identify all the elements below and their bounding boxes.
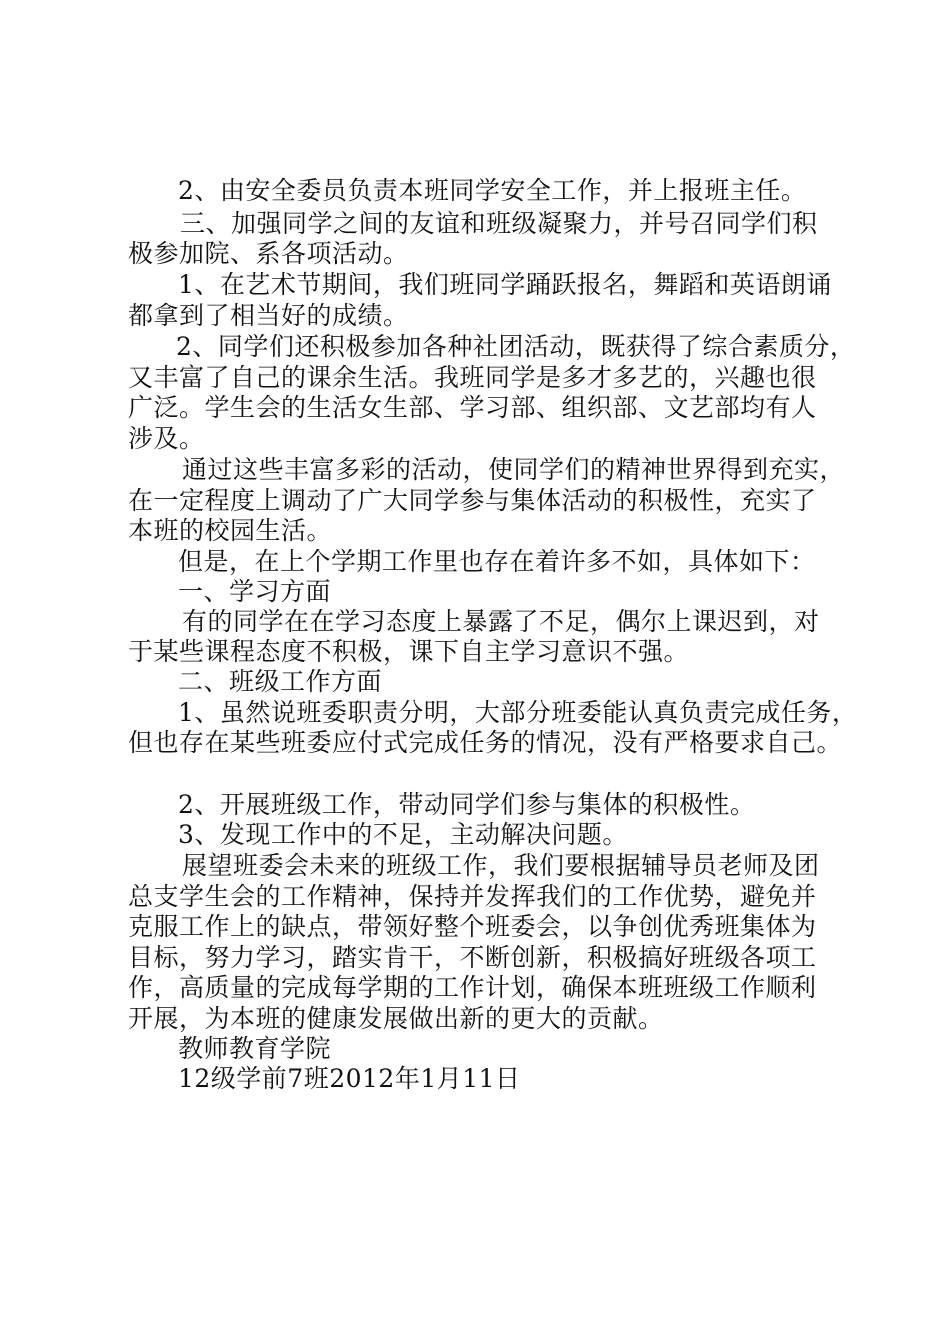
paragraph-line: 2、同学们还积极参加各种社团活动，既获得了综合素质分， (176, 332, 856, 361)
paragraph-line: 总支学生会的工作精神，保持并发挥我们的工作优势，避免并 (128, 882, 817, 911)
paragraph-line: 克服工作上的缺点，带领好整个班委会，以争创优秀班集体为 (128, 912, 817, 941)
paragraph-line: 通过这些丰富多彩的活动，使同学们的精神世界得到充实， (182, 455, 846, 484)
signature-organization: 教师教育学院 (178, 1034, 332, 1063)
paragraph-line: 1、在艺术节期间，我们班同学踊跃报名，舞蹈和英语朗诵 (178, 270, 832, 299)
paragraph-line: 开展，为本班的健康发展做出新的更大的贡献。 (128, 1004, 664, 1033)
paragraph-line: 展望班委会未来的班级工作，我们要根据辅导员老师及团 (182, 851, 820, 880)
paragraph-line: 广泛。学生会的生活女生部、学习部、组织部、文艺部均有人 (128, 393, 817, 422)
paragraph-line: 涉及。 (128, 424, 205, 453)
paragraph-line: 都拿到了相当好的成绩。 (128, 301, 409, 330)
paragraph-line: 极参加院、系各项活动。 (128, 239, 409, 268)
paragraph-line: 2、开展班级工作，带动同学们参与集体的积极性。 (178, 790, 756, 819)
section-heading: 二、班级工作方面 (178, 667, 383, 696)
paragraph-line: 三、加强同学之间的友谊和班级凝聚力，并号召同学们积 (180, 209, 818, 238)
paragraph-line: 于某些课程态度不积极，课下自主学习意识不强。 (128, 637, 690, 666)
paragraph-line: 3、发现工作中的不足，主动解决问题。 (178, 820, 628, 849)
paragraph-line: 又丰富了自己的课余生活。我班同学是多才多艺的，兴趣也很 (128, 363, 817, 392)
paragraph-line: 但是，在上个学期工作里也存在着许多不如，具体如下： (178, 547, 816, 576)
paragraph-line: 有的同学在在学习态度上暴露了不足，偶尔上课迟到，对 (182, 607, 820, 636)
signature-date: 12级学前7班2012年1月11日 (178, 1064, 521, 1093)
paragraph-line: 2、由安全委员负责本班同学安全工作，并上报班主任。 (178, 176, 807, 205)
paragraph-line: 在一定程度上调动了广大同学参与集体活动的积极性，充实了 (128, 486, 817, 515)
paragraph-line: 但也存在某些班委应付式完成任务的情况，没有严格要求自己。 (128, 728, 843, 757)
paragraph-line: 目标，努力学习，踏实肯干，不断创新，积极搞好班级各项工 (128, 943, 817, 972)
section-heading: 一、学习方面 (178, 577, 332, 606)
paragraph-line: 本班的校园生活。 (128, 516, 333, 545)
paragraph-line: 1、虽然说班委职责分明，大部分班委能认真负责完成任务， (178, 698, 858, 727)
paragraph-line: 作，高质量的完成每学期的工作计划，确保本班班级工作顺利 (128, 973, 817, 1002)
